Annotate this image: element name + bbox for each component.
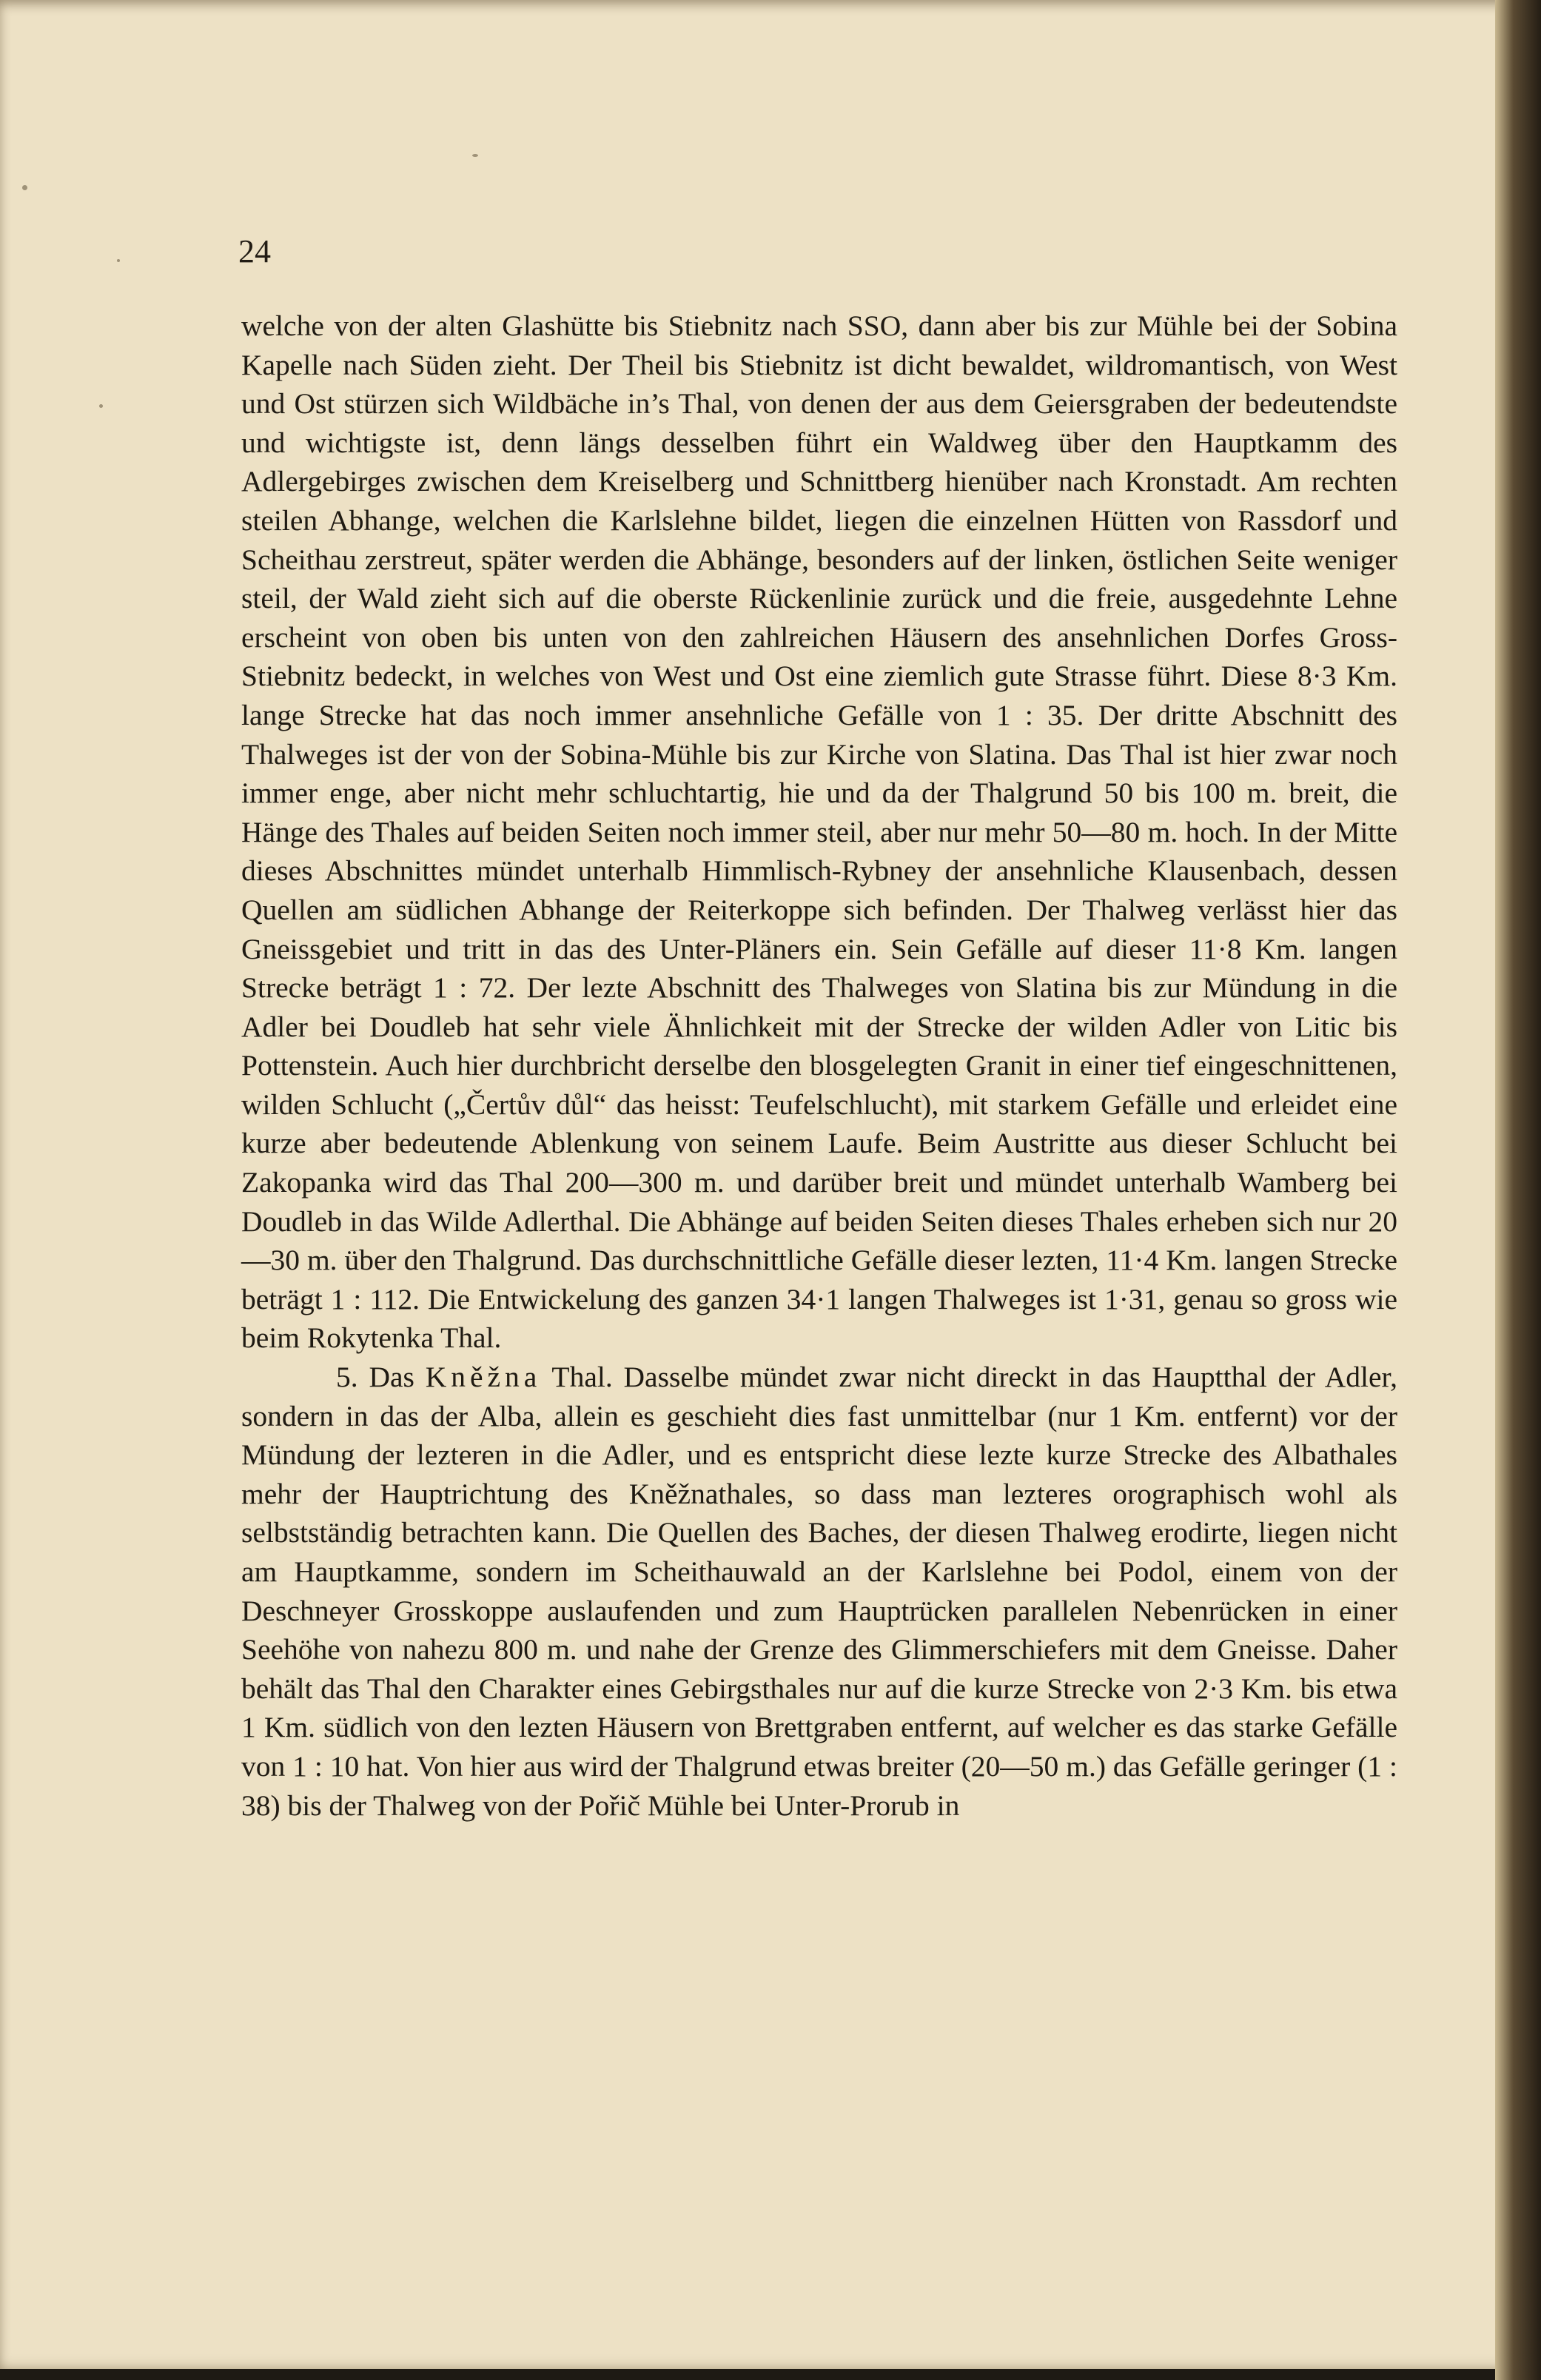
section-heading-knezna: Kněžna [425,1361,542,1394]
section-text: Thal. Dasselbe mündet zwar nicht direckt in das Hauptthal der Adler, sondern in das der Alba, allein es geschieht dies fast unmittelbar (nur 1 Km. entfernt) vor der Mündung der lezteren in die Adler, und es entspricht diese lezte kurze Strecke des Albathales mehr der Hauptrichtung des Kněžnathales, so dass man lezteres orographisch wohl als selbstständig betrachten kann. Die Quellen des Baches, der diesen Thalweg erodirte, liegen nicht am Hauptkamme, sondern im Scheithauwald an der Karlslehne bei Podol, einem von der Deschneyer Grosskoppe auslaufenden und zum Hauptrücken parallelen Nebenrücken in einer Seehöhe von nahezu 800 m. und nahe der Grenze des Glimmerschiefers mit dem Gneisse. Daher behält das Thal den Charakter eines Gebirgsthales nur auf die kurze Strecke von 2·3 Km. bis etwa 1 Km. südlich von den lezten Häusern von Brettgraben entfernt, auf welcher es das starke Gefälle von 1 : 10 hat. Von hier aus wird der Thalgrund etwas breiter (20—50 m.) das Gefälle geringer (1 : 38) bis der Thalweg von der Pořič Mühle bei Unter-Prorub in [241,1361,1397,1822]
paragraph-knezna-thal [241,1358,1397,1825]
page-edge-shadow [1495,0,1541,2380]
section-prefix: 5. Das [336,1361,426,1394]
paper-speck [22,185,27,190]
paper-speck [117,259,120,262]
page-number: 24 [238,233,271,269]
body-text [241,306,1397,1825]
paper-speck [99,404,103,408]
paragraph-rokytenka-continuation: welche von der alten Glashütte bis Stiebnitz nach SSO, dann aber bis zur Mühle bei der Sobina Kapelle nach Süden zieht. Der Theil bis Stiebnitz ist dicht bewaldet, wildromantisch, von West und Ost stürzen sich Wildbäche in’s Thal, von denen der aus dem Geiersgraben der bedeutendste und wichtigste ist, denn längs desselben führt ein Waldweg über den Hauptkamm des Adlergebirges zwischen dem Kreiselberg und Schnittberg hienüber nach Kronstadt. Am rechten steilen Abhange, welchen die Karlslehne bildet, liegen die einzelnen Hütten von Rassdorf und Scheithau zerstreut, später werden die Abhänge, besonders auf der linken, östlichen Seite weniger steil, der Wald zieht sich auf die oberste Rückenlinie zurück und die freie, ausgedehnte Lehne erscheint von oben bis unten von den zahlreichen Häusern des ansehnlichen Dorfes Gross-Stiebnitz bedeckt, in welches von West und Ost eine ziemlich gute Strasse führt. Diese 8·3 Km. lange Strecke hat das noch immer ansehnliche Gefälle von 1 : 35. Der dritte Abschnitt des Thalweges ist der von der Sobina-Mühle bis zur Kirche von Slatina. Das Thal ist hier zwar noch immer enge, aber nicht mehr schluchtartig, hie und da der Thalgrund 50 bis 100 m. breit, die Hänge des Thales auf beiden Seiten noch immer steil, aber nur mehr 50—80 m. hoch. In der Mitte dieses Abschnittes mündet unterhalb Himmlisch-Rybney der ansehnliche Klausenbach, dessen Quellen am südlichen Abhange der Reiterkoppe sich befinden. Der Thalweg verlässt hier das Gneissgebiet und tritt in das des Unter-Pläners ein. Sein Gefälle auf dieser 11·8 Km. langen Strecke beträgt 1 : 72. Der lezte Abschnitt des Thalweges von Slatina bis zur Mündung in die Adler bei Doudleb hat sehr viele Ähnlichkeit mit der Strecke der wilden Adler von Litic bis Pottenstein. Auch hier durchbricht derselbe den blosgelegten Granit in einer tief eingeschnittenen, wilden Schlucht („Čertův důl“ das heisst: Teufelschlucht), mit starkem Gefälle und erleidet eine kurze aber bedeutende Ablenkung von seinem Laufe. Beim Austritte aus dieser Schlucht bei Zakopanka wird das Thal 200—300 m. und darüber breit und mündet unterhalb Wamberg bei Doudleb in das Wilde Adlerthal. Die Abhänge auf beiden Seiten dieses Thales erheben sich nur 20—30 m. über den Thalgrund. Das durchschnittliche Gefälle dieser lezten, 11·4 Km. langen Strecke beträgt 1 : 112. Die Entwickelung des ganzen 34·1 langen Thalweges ist 1·31, genau so gross wie beim Rokytenka Thal. [241,309,1397,1355]
paper-speck [472,154,478,157]
